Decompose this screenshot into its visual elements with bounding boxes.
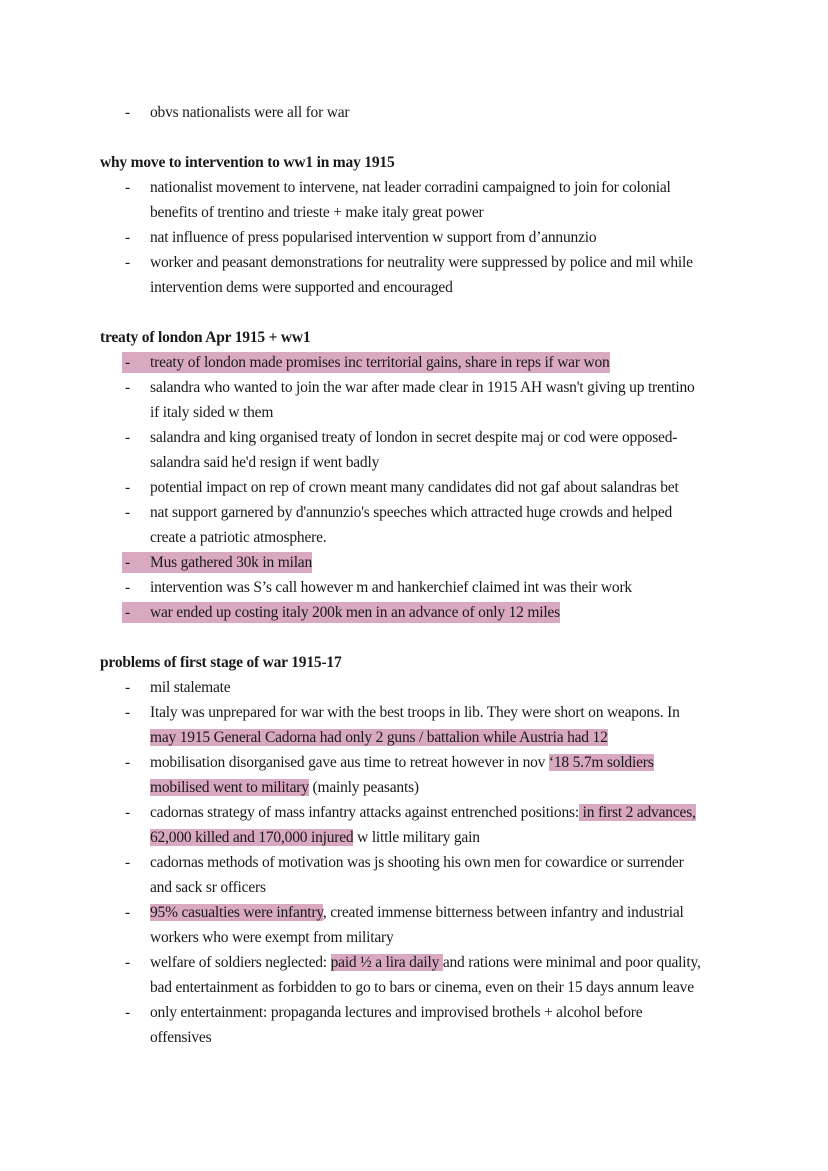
list-item-line <box>0 375 828 400</box>
bullet-dash: - <box>125 354 130 371</box>
text-segment: offensives <box>150 1029 212 1046</box>
line-text <box>150 529 326 546</box>
list-item <box>0 675 828 700</box>
text-segment: , created immense bitterness between infantry and industrial <box>322 904 684 921</box>
text-segment: nat influence of press popularised intervention w support from d’annunzio <box>150 229 597 246</box>
highlighted-text <box>150 354 610 371</box>
line-text <box>150 479 679 496</box>
line-text <box>150 404 273 421</box>
list-item <box>0 350 828 375</box>
list-item-line <box>0 675 828 700</box>
highlighted-text: war ended up costing italy 200k men in an advance of only 12 miles <box>150 604 560 621</box>
bullet-dash: - <box>125 104 130 121</box>
line-text <box>150 1029 211 1046</box>
bullet-dash: - <box>125 854 130 871</box>
list-item <box>0 700 828 750</box>
line-text <box>150 879 266 896</box>
bullet-dash: - <box>125 479 130 496</box>
text-segment: potential impact on rep of crown meant many candidates did not gaf about salandras bet <box>150 479 679 496</box>
highlighted-text: paid ½ a lira daily <box>330 954 443 971</box>
highlighted-text: Mus gathered 30k in milan <box>150 554 313 571</box>
line-text <box>150 779 419 796</box>
line-text <box>150 504 672 521</box>
list-item-line <box>0 850 828 875</box>
highlighted-text: in first 2 advances, <box>578 804 696 821</box>
list-item-line <box>0 425 828 450</box>
list-item-line <box>0 175 828 200</box>
line-text <box>150 954 701 971</box>
list-item-line <box>0 400 828 425</box>
list-item-line <box>0 925 828 950</box>
list-item <box>0 475 828 500</box>
line-text <box>150 179 671 196</box>
bullet-dash: - <box>125 504 130 521</box>
text-segment: bad entertainment as forbidden to go to bars or cinema, even on their 15 days annum leave <box>150 979 694 996</box>
bullet-dash: - <box>125 554 130 571</box>
line-text <box>150 829 480 846</box>
list-item-line <box>0 250 828 275</box>
list-item <box>0 550 828 575</box>
list-item <box>0 225 828 250</box>
list-item-line <box>0 750 828 775</box>
bullet-list <box>0 675 828 1050</box>
list-item-line <box>0 575 828 600</box>
bullet-dash: - <box>125 429 130 446</box>
text-segment: Italy was unprepared for war with the best troops in lib. They were short on weapons. In <box>150 704 680 721</box>
line-text <box>150 854 684 871</box>
highlighted-text: 95% casualties were infantry <box>150 904 323 921</box>
bullet-dash: - <box>125 804 130 821</box>
text-segment: mil stalemate <box>150 679 231 696</box>
spacer <box>0 300 828 325</box>
list-item-line <box>0 825 828 850</box>
list-item <box>0 750 828 800</box>
spacer <box>0 625 828 650</box>
line-text <box>150 979 694 996</box>
highlighted-text: mobilised went to military <box>150 779 309 796</box>
text-segment: nationalist movement to intervene, nat leader corradini campaigned to join for colonial <box>150 179 671 196</box>
line-text <box>150 929 394 946</box>
list-item-line <box>0 950 828 975</box>
bullet-dash: - <box>125 579 130 596</box>
list-item-line <box>0 875 828 900</box>
bullet-dash: - <box>125 604 130 621</box>
highlighted-text: treaty of london made promises inc territorial gains, share in reps if war won <box>150 354 610 371</box>
line-text <box>150 204 483 221</box>
text-segment: cadornas strategy of mass infantry attacks against entrenched positions: <box>150 804 579 821</box>
line-text <box>150 704 680 721</box>
highlighted-text: may 1915 General Cadorna had only 2 guns / battalion while Austria had 12 <box>150 729 608 746</box>
list-item-line <box>0 550 828 575</box>
highlighted-text <box>150 604 560 621</box>
list-item <box>0 900 828 950</box>
text-segment: create a patriotic atmosphere. <box>150 529 327 546</box>
document-page <box>0 100 828 1050</box>
line-text <box>150 679 230 696</box>
list-item <box>0 850 828 900</box>
list-item-line <box>0 600 828 625</box>
highlighted-text: ‘18 5.7m soldiers <box>548 754 654 771</box>
text-segment: obvs nationalists were all for war <box>150 104 350 121</box>
text-segment: salandra said he'd resign if went badly <box>150 454 380 471</box>
section-heading: problems of first stage of war 1915-17 <box>100 654 342 671</box>
list-item-line <box>0 200 828 225</box>
bullet-dash: - <box>125 1004 130 1021</box>
bullet-dash: - <box>125 904 130 921</box>
text-segment: intervention dems were supported and encouraged <box>150 279 453 296</box>
text-segment: nat support garnered by d'annunzio's speeches which attracted huge crowds and helped <box>150 504 673 521</box>
text-segment: and sack sr officers <box>150 879 266 896</box>
list-item-line <box>0 1000 828 1025</box>
highlighted-text: 62,000 killed and 170,000 injured <box>150 829 354 846</box>
list-item-line <box>0 975 828 1000</box>
bullet-list <box>0 350 828 625</box>
text-segment: only entertainment: propaganda lectures and improvised brothels + alcohol before <box>150 1004 643 1021</box>
line-text <box>150 254 693 271</box>
list-item-line <box>0 275 828 300</box>
bullet-dash: - <box>125 229 130 246</box>
list-item <box>0 100 828 125</box>
bullet-dash: - <box>125 754 130 771</box>
list-item <box>0 575 828 600</box>
list-item <box>0 600 828 625</box>
list-item <box>0 800 828 850</box>
text-segment: workers who were exempt from military <box>150 929 394 946</box>
bullet-list <box>0 100 828 125</box>
bullet-dash: - <box>125 254 130 271</box>
list-item <box>0 1000 828 1050</box>
list-item <box>0 950 828 1000</box>
line-text <box>150 904 684 921</box>
text-segment: mobilisation disorganised gave aus time to retreat however in nov <box>150 754 549 771</box>
list-item-line <box>0 475 828 500</box>
line-text <box>150 229 596 246</box>
bullet-dash: - <box>125 379 130 396</box>
bullet-dash: - <box>125 179 130 196</box>
line-text <box>150 454 379 471</box>
bullet-dash: - <box>125 704 130 721</box>
list-item-line <box>0 450 828 475</box>
text-segment: w little military gain <box>353 829 480 846</box>
list-item-line <box>0 525 828 550</box>
section-heading: treaty of london Apr 1915 + ww1 <box>100 329 311 346</box>
text-segment: intervention was S’s call however m and hankerchief claimed int was their work <box>150 579 632 596</box>
list-item-line <box>0 100 828 125</box>
text-segment: if italy sided w them <box>150 404 274 421</box>
bullet-dash: - <box>125 679 130 696</box>
line-text <box>150 729 608 746</box>
text-segment: salandra who wanted to join the war after made clear in 1915 AH wasn't giving up trentino <box>150 379 695 396</box>
bullet-dash: - <box>125 954 130 971</box>
text-segment: (mainly peasants) <box>308 779 419 796</box>
text-segment: and rations were minimal and poor quality, <box>442 954 701 971</box>
list-item-line <box>0 350 828 375</box>
list-item <box>0 375 828 425</box>
text-segment: welfare of soldiers neglected: <box>150 954 331 971</box>
section-heading: why move to intervention to ww1 in may 1915 <box>100 154 395 171</box>
line-text <box>150 754 654 771</box>
list-item-line <box>0 225 828 250</box>
highlighted-text <box>150 554 312 571</box>
line-text <box>150 429 677 446</box>
list-item-line <box>0 500 828 525</box>
text-segment: benefits of trentino and trieste + make italy great power <box>150 204 484 221</box>
list-item-line <box>0 900 828 925</box>
line-text <box>150 379 695 396</box>
line-text <box>150 1004 642 1021</box>
line-text <box>150 104 349 121</box>
spacer <box>0 125 828 150</box>
list-item-line <box>0 775 828 800</box>
line-text <box>150 804 696 821</box>
list-item-line <box>0 800 828 825</box>
text-segment: cadornas methods of motivation was js shooting his own men for cowardice or surrender <box>150 854 684 871</box>
text-segment: salandra and king organised treaty of london in secret despite maj or cod were opposed- <box>150 429 678 446</box>
list-item-line <box>0 1025 828 1050</box>
list-item <box>0 425 828 475</box>
line-text <box>150 579 632 596</box>
line-text <box>150 279 453 296</box>
list-item <box>0 500 828 550</box>
text-segment: worker and peasant demonstrations for neutrality were suppressed by police and mil while <box>150 254 693 271</box>
list-item <box>0 250 828 300</box>
list-item-line <box>0 725 828 750</box>
bullet-list <box>0 175 828 300</box>
list-item <box>0 175 828 225</box>
list-item-line <box>0 700 828 725</box>
